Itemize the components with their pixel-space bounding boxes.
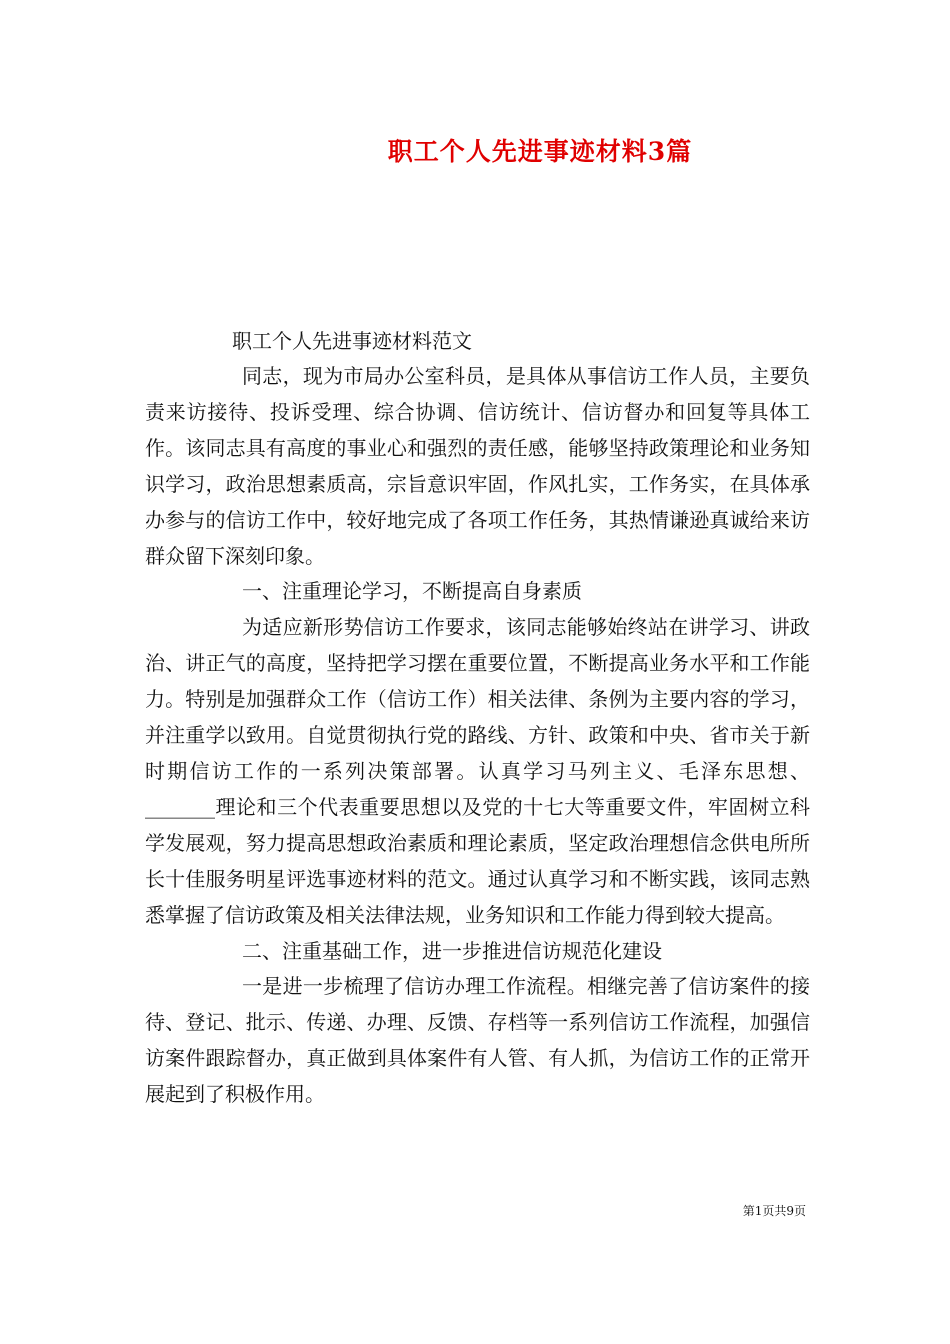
document-body [145,359,810,1113]
document-subtitle: 职工个人先进事迹材料范文 [232,329,472,353]
page-number-footer: 第1页共9页 [742,1204,806,1218]
document-title: 职工个人先进事迹材料3篇 [387,137,693,166]
section-heading-1: 一、注重理论学习，不断提高自身素质 [242,579,582,604]
paragraph-workflow: 一是进一步梳理了信访办理工作流程。相继完善了信访案件的接待、登记、批示、传递、办理、反馈、存档等一系列信访工作流程，加强信访案件跟踪督办，真正做到具体案件有人管、有人抓，为信访工作的正常开展起到了积极作用。 [145,974,810,1107]
paragraph-intro: 同志，现为市局办公室科员，是具体从事信访工作人员，主要负责来访接待、投诉受理、综合协调、信访统计、信访督办和回复等具体工作。该同志具有高度的事业心和强烈的责任感，能够坚持政策理论和业务知识学习，政治思想素质高，宗旨意识牢固，作风扎实，工作务实，在具体承办参与的信访工作中，较好地完成了各项工作任务，其热情谦逊真诚给来访群众留下深刻印象。 [145,364,810,568]
paragraph-theory-study: 为适应新形势信访工作要求，该同志能够始终站在讲学习、讲政治、讲正气的高度，坚持把学习摆在重要位置，不断提高业务水平和工作能力。特别是加强群众工作（信访工作）相关法律、条例为主要内容的学习，并注重学以致用。自觉贯彻执行党的路线、方针、政策和中央、省市关于新时期信访工作的一系列决策部署。认真学习马列主义、毛泽东思想、_______理论和三个代表重要思想以及党的十七大等重要文件，牢固树立科学发展观，努力提高思想政治素质和理论素质，坚定政治理想信念供电所所长十佳服务明星评选事迹材料的范文。通过认真学习和不断实践，该同志熟悉掌握了信访政策及相关法律法规，业务知识和工作能力得到较大提高。 [145,615,810,927]
section-heading-2: 二、注重基础工作，进一步推进信访规范化建设 [242,938,662,963]
